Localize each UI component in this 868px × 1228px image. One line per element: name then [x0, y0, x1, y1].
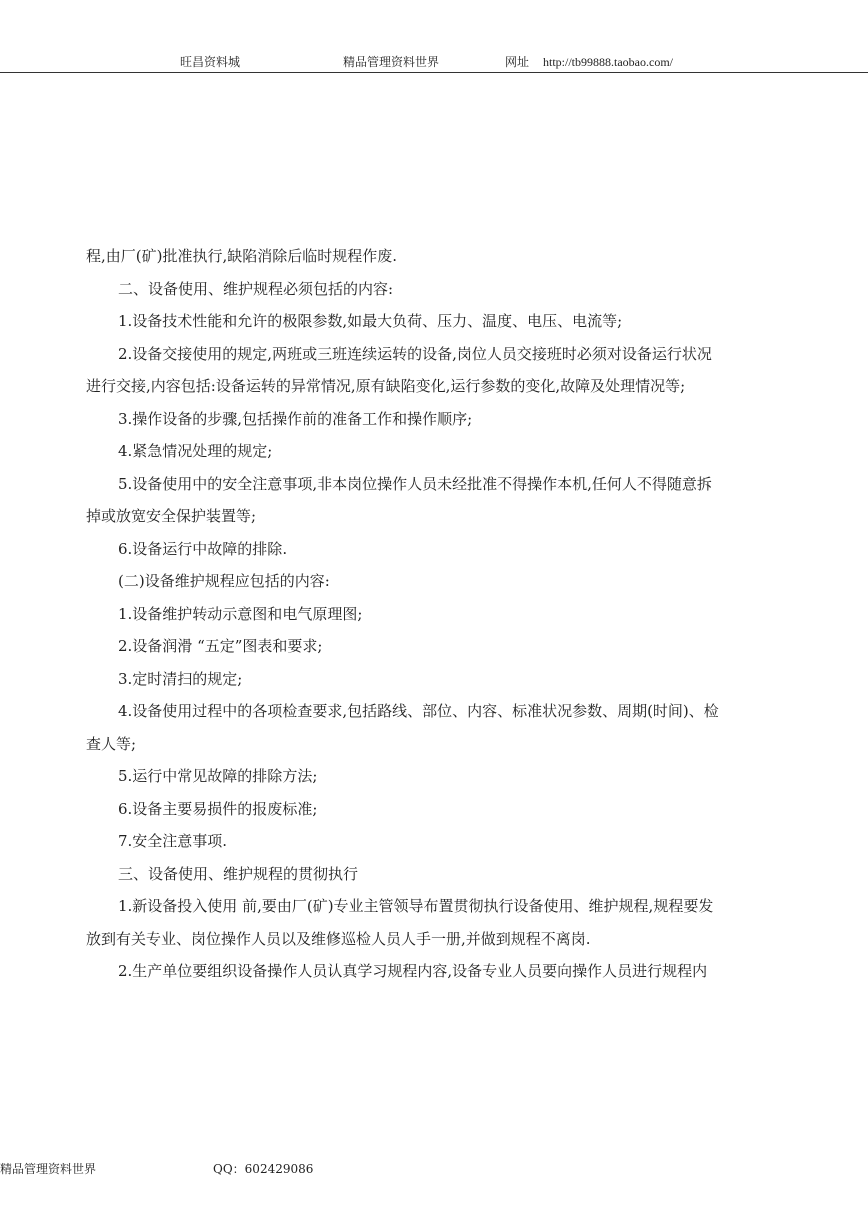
header-middle-text: 精品管理资料世界 [343, 55, 440, 69]
text-line: 程,由厂(矿)批准执行,缺陷消除后临时规程作废. [86, 247, 398, 265]
text-line: 二、设备使用、维护规程必须包括的内容: [118, 279, 394, 298]
text-line: 7.安全注意事项. [118, 832, 228, 850]
page-header [0, 0, 868, 73]
text-line: 放到有关专业、岗位操作人员以及维修巡检人员人手一册,并做到规程不离岗. [86, 929, 591, 948]
text-line: 3.操作设备的步骤,包括操作前的准备工作和操作顺序; [118, 409, 473, 428]
header-url-label: 网址 [505, 55, 530, 69]
text-line: 2.设备润滑 “五定”图表和要求; [118, 637, 323, 655]
text-line: 6.设备运行中故障的排除. [118, 539, 288, 558]
header-left-text: 旺昌资料城 [180, 55, 241, 69]
text-line: 三、设备使用、维护规程的贯彻执行 [118, 864, 359, 883]
text-line: 查人等; [86, 734, 137, 753]
text-line: 进行交接,内容包括:设备运转的异常情况,原有缺陷变化,运行参数的变化,故障及处理情况等; [86, 377, 686, 395]
text-line: 5.运行中常见故障的排除方法; [118, 767, 318, 785]
text-line: 2.设备交接使用的规定,两班或三班连续运转的设备,岗位人员交接班时必须对设备运行状况 [118, 344, 712, 363]
text-line: 1.新设备投入使用 前,要由厂(矿)专业主管领导布置贯彻执行设备使用、维护规程,规程要发 [118, 897, 714, 915]
text-line: (二)设备维护规程应包括的内容: [118, 572, 330, 590]
header-url-link[interactable]: http://tb99888.taobao.com/ [543, 55, 673, 69]
text-line: 掉或放宽安全保护装置等; [86, 507, 257, 525]
header-url-group [505, 53, 673, 70]
text-line: 1.设备维护转动示意图和电气原理图; [118, 604, 363, 623]
footer-left-text: 精品管理资料世界 [0, 1162, 97, 1176]
text-line: 3.定时清扫的规定; [118, 669, 243, 688]
footer-qq-text: QQ：602429086 [213, 1162, 314, 1176]
text-line: 4.紧急情况处理的规定; [118, 442, 273, 460]
text-line: 5.设备使用中的安全注意事项,非本岗位操作人员未经批准不得操作本机,任何人不得随意拆 [118, 474, 712, 493]
text-line: 6.设备主要易损件的报废标准; [118, 799, 318, 818]
document-body [86, 240, 766, 988]
text-line: 2.生产单位要组织设备操作人员认真学习规程内容,设备专业人员要向操作人员进行规程内 [118, 962, 708, 980]
text-line: 4.设备使用过程中的各项检查要求,包括路线、部位、内容、标准状况参数、周期(时间)、检 [118, 702, 719, 720]
text-line: 1.设备技术性能和允许的极限参数,如最大负荷、压力、温度、电压、电流等; [118, 312, 623, 330]
